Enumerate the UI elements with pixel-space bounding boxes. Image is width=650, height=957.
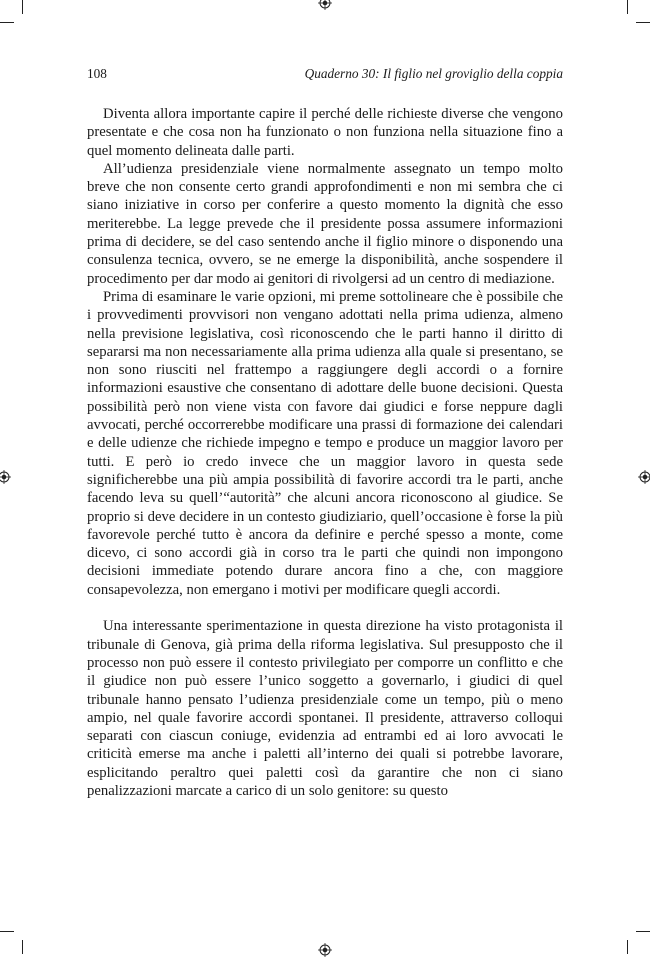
- crop-mark-bottom-left-h: [0, 931, 14, 932]
- body-text: [87, 105, 563, 800]
- registration-mark-right-icon: [638, 470, 650, 484]
- registration-mark-left-icon: [0, 470, 11, 484]
- crop-mark-bottom-right: [627, 940, 628, 954]
- crop-mark-top-left: [22, 0, 23, 14]
- page-number: 108: [87, 66, 107, 81]
- registration-mark-bottom-icon: [318, 943, 332, 957]
- crop-mark-bottom-right-h: [636, 931, 650, 932]
- running-title: Quaderno 30: Il figlio nel groviglio della coppia: [304, 66, 563, 81]
- crop-mark-top-right: [627, 0, 628, 14]
- registration-mark-top-icon: [318, 0, 332, 10]
- paragraph-4: Una interessante sperimentazione in questa direzione ha visto protagonista il tribunale di Genova, già prima della riforma legislativa. Sul presupposto che il processo non può essere il contesto privilegiato per comporre un conflitto e che il giudice non può essere l’unico soggetto a governarlo, i giudici di quel tribunale hanno pensato l’udienza presidenziale come un tempo, più o meno ampio, nel quale favorire accordi spontanei. Il presidente, attraverso colloqui separati con ciascun coniuge, evidenzia ad entrambi ed ai loro avvocati le criticità emerse ma anche i paletti all’interno dei quali si potrebbe lavorare, esplicitando peraltro quei paletti così da garantire che non ci siano penalizzazioni marcate a carico di un solo genitore: su questo: [87, 618, 563, 799]
- paragraph-3: Prima di esaminare le varie opzioni, mi preme sottolineare che è possibile che i provvedimenti provvisori non vengano adottati nella prima udienza, almeno nella previsione legislativa, così riconoscendo che le parti hanno il diritto di separarsi ma non necessariamente alla prima udienza alla quale si presentano, se non sono riusciti nel frattempo a raggiungere degli accordi o a fornire informazioni esaustive che consentano di adottare delle buone decisioni. Questa possibilità però non viene vista con favore dai giudici e forse neppure dagli avvocati, perché occorrerebbe modificare una prassi di formazione dei calendari e delle udienze che richiede impegno e tempo e produce un maggior lavoro per tutti. E però io credo invece che un maggior lavoro in questa sede significherebbe una più ampia possibilità di favorire accordi tra le parti, anche facendo leva su quell’“autorità” che alcuni ancora riconoscono al giudice. Se proprio si deve decidere in un contesto giudiziario, quell’occasione è forse la più favorevole perché tutto è ancora da definire e perché spesso a monte, come dicevo, ci sono accordi già in corso tra le parti che quindi non impongono decisioni immediate potendo durare ancora fino a che, con maggiore consapevolezza, non emergano i motivi per modificare quegli accordi.: [87, 288, 563, 598]
- crop-mark-top-right-h: [636, 22, 650, 23]
- crop-mark-top-left-h: [0, 22, 14, 23]
- paragraph-1: Diventa allora importante capire il perché delle richieste diverse che vengono presentate e che cosa non ha funzionato o non funziona nella situazione fino a quel momento delineata dalle parti.: [87, 106, 563, 159]
- paragraph-2: All’udienza presidenziale viene normalmente assegnato un tempo molto breve che non consente certo grandi approfondimenti e non mi sembra che ci siano iniziative in corso per conferire a questo momento la dignità che esso meriterebbe. La legge prevede che il presidente possa assumere informazioni prima di decidere, se del caso sentendo anche il figlio minore o disponendo una consulenza tecnica, ovvero, se ne emerge la disponibilità, anche sospendere il procedimento per dar modo ai genitori di rivolgersi ad un centro di mediazione.: [87, 160, 563, 287]
- crop-mark-bottom-left: [22, 940, 23, 954]
